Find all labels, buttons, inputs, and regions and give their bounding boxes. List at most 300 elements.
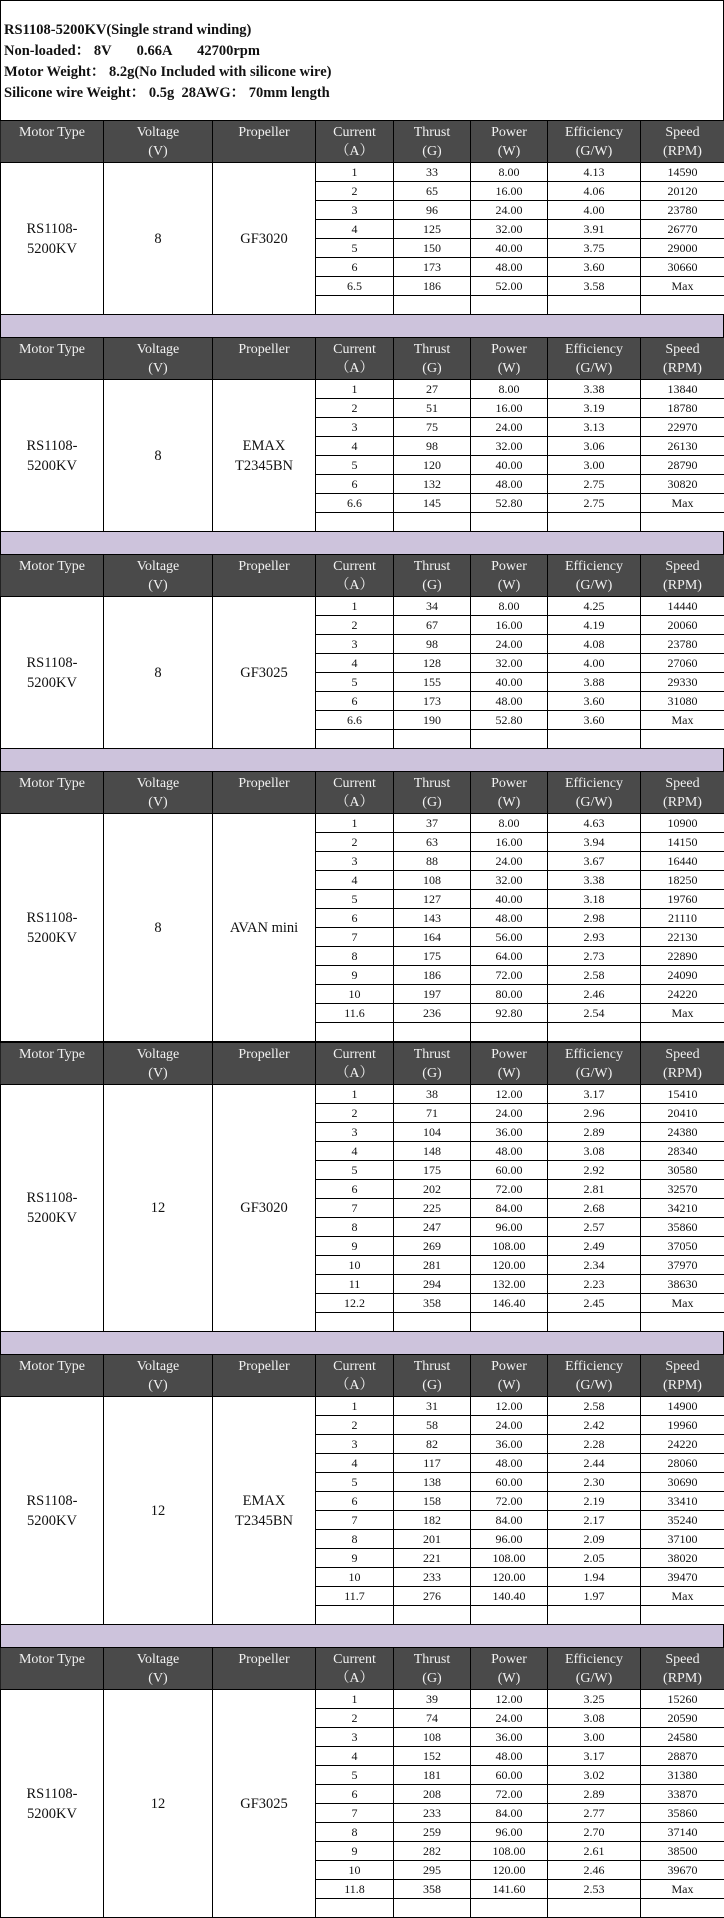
thrust-cell: 98: [394, 635, 471, 654]
thrust-cell: [394, 1606, 471, 1625]
current-cell: 11: [316, 1275, 394, 1294]
efficiency-cell: 3.25: [548, 1690, 641, 1709]
current-cell: 8: [316, 947, 394, 966]
current-cell: 4: [316, 220, 394, 239]
current-cell: 3: [316, 1123, 394, 1142]
motor-test-table: [0, 1354, 724, 1625]
header-current-line: Current: [316, 1357, 393, 1376]
propeller-line: T2345BN: [213, 456, 315, 476]
efficiency-cell: 2.92: [548, 1161, 641, 1180]
header-voltage: [104, 772, 213, 814]
power-cell: 32.00: [471, 220, 548, 239]
header-propeller: [213, 555, 316, 597]
speed-cell: 33870: [641, 1785, 724, 1804]
header-motor-type: [1, 555, 104, 597]
efficiency-cell: 3.02: [548, 1766, 641, 1785]
efficiency-cell: 2.49: [548, 1237, 641, 1256]
power-cell: 24.00: [471, 1104, 548, 1123]
current-cell: [316, 1023, 394, 1042]
current-cell: 1: [316, 1690, 394, 1709]
header-efficiency: [548, 121, 641, 163]
motor-test-table: [0, 1647, 724, 1918]
current-cell: 1: [316, 163, 394, 182]
thrust-cell: 88: [394, 852, 471, 871]
thrust-cell: 202: [394, 1180, 471, 1199]
table-header-row: [1, 121, 724, 163]
speed-cell: 31080: [641, 692, 724, 711]
motor-type-line: RS1108-: [1, 1491, 103, 1511]
speed-cell: 28870: [641, 1747, 724, 1766]
power-cell: 84.00: [471, 1804, 548, 1823]
thrust-cell: 221: [394, 1549, 471, 1568]
power-cell: 72.00: [471, 1785, 548, 1804]
header-voltage-line: (V): [104, 142, 212, 161]
motor-type-line: RS1108-: [1, 1784, 103, 1804]
efficiency-cell: [548, 1899, 641, 1918]
motor-type-cell: [1, 1397, 104, 1625]
power-cell: 8.00: [471, 597, 548, 616]
thrust-cell: 125: [394, 220, 471, 239]
thrust-cell: 281: [394, 1256, 471, 1275]
current-cell: 6: [316, 475, 394, 494]
table-header-row: [1, 555, 724, 597]
thrust-cell: 182: [394, 1511, 471, 1530]
power-cell: 120.00: [471, 1568, 548, 1587]
power-cell: 36.00: [471, 1435, 548, 1454]
speed-cell: 38630: [641, 1275, 724, 1294]
header-propeller-line: Propeller: [213, 340, 315, 359]
header-thrust-line: Thrust: [394, 1045, 470, 1064]
efficiency-cell: 2.57: [548, 1218, 641, 1237]
current-cell: [316, 1899, 394, 1918]
current-cell: [316, 1313, 394, 1332]
thrust-cell: 175: [394, 1161, 471, 1180]
power-cell: [471, 730, 548, 749]
current-cell: 3: [316, 418, 394, 437]
thrust-cell: 158: [394, 1492, 471, 1511]
efficiency-cell: 2.73: [548, 947, 641, 966]
efficiency-cell: 2.96: [548, 1104, 641, 1123]
speed-cell: 23780: [641, 201, 724, 220]
thrust-cell: 128: [394, 654, 471, 673]
header-efficiency: [548, 1648, 641, 1690]
speed-cell: [641, 1023, 724, 1042]
header-current: [316, 1355, 394, 1397]
motor-test-table: [0, 120, 724, 315]
header-efficiency-line: Efficiency: [548, 557, 640, 576]
speed-cell: 16440: [641, 852, 724, 871]
header-voltage-line: (V): [104, 793, 212, 812]
speed-cell: 14150: [641, 833, 724, 852]
efficiency-cell: 3.60: [548, 692, 641, 711]
power-cell: 60.00: [471, 1473, 548, 1492]
thrust-cell: [394, 1899, 471, 1918]
current-cell: 5: [316, 1766, 394, 1785]
speed-cell: 24090: [641, 966, 724, 985]
header-power-line: (W): [471, 1376, 547, 1395]
header-thrust: [394, 1043, 471, 1085]
current-cell: 3: [316, 852, 394, 871]
thrust-cell: 358: [394, 1294, 471, 1313]
thrust-cell: 34: [394, 597, 471, 616]
propeller-cell: [213, 163, 316, 315]
current-cell: 1: [316, 597, 394, 616]
speed-cell: [641, 1313, 724, 1332]
header-thrust-line: Thrust: [394, 1650, 470, 1669]
efficiency-cell: 2.58: [548, 966, 641, 985]
thrust-cell: 58: [394, 1416, 471, 1435]
power-cell: [471, 1023, 548, 1042]
header-voltage-line: Voltage: [104, 123, 212, 142]
header-propeller-line: Propeller: [213, 774, 315, 793]
power-cell: 52.00: [471, 277, 548, 296]
efficiency-cell: 2.54: [548, 1004, 641, 1023]
header-speed-line: Speed: [641, 340, 724, 359]
thrust-cell: 96: [394, 201, 471, 220]
thrust-cell: 150: [394, 239, 471, 258]
header-motor-type: [1, 1043, 104, 1085]
section-separator: [0, 749, 724, 771]
speed-cell: 24380: [641, 1123, 724, 1142]
speed-cell: 38020: [641, 1549, 724, 1568]
power-cell: 8.00: [471, 380, 548, 399]
header-speed: [641, 1648, 724, 1690]
efficiency-cell: 3.08: [548, 1142, 641, 1161]
current-cell: 5: [316, 1161, 394, 1180]
header-motor-type-line: Motor Type: [1, 1650, 103, 1669]
efficiency-cell: 2.70: [548, 1823, 641, 1842]
table-row: [1, 1085, 724, 1104]
efficiency-cell: 4.13: [548, 163, 641, 182]
thrust-cell: [394, 296, 471, 315]
power-cell: 48.00: [471, 475, 548, 494]
header-speed-line: (RPM): [641, 1669, 724, 1688]
efficiency-cell: 4.19: [548, 616, 641, 635]
header-efficiency-line: Efficiency: [548, 1357, 640, 1376]
efficiency-cell: 2.75: [548, 494, 641, 513]
voltage-line: 8: [104, 918, 212, 938]
motor-weight-spec: Motor Weight： 8.2g(No Included with silicone wire): [4, 62, 723, 83]
speed-cell: 39470: [641, 1568, 724, 1587]
current-cell: 11.7: [316, 1587, 394, 1606]
header-current-line: Current: [316, 774, 393, 793]
header-thrust: [394, 772, 471, 814]
header-power-line: (W): [471, 1669, 547, 1688]
header-power-line: (W): [471, 359, 547, 378]
header-propeller: [213, 1043, 316, 1085]
header-current-line: （A）: [316, 142, 393, 161]
power-cell: 96.00: [471, 1218, 548, 1237]
thrust-cell: 197: [394, 985, 471, 1004]
speed-cell: 18250: [641, 871, 724, 890]
speed-cell: 39670: [641, 1861, 724, 1880]
header-efficiency: [548, 555, 641, 597]
current-cell: 6.6: [316, 494, 394, 513]
header-motor-type: [1, 1648, 104, 1690]
efficiency-cell: 2.89: [548, 1123, 641, 1142]
thrust-cell: [394, 1313, 471, 1332]
efficiency-cell: 3.18: [548, 890, 641, 909]
speed-cell: 14440: [641, 597, 724, 616]
speed-cell: 14900: [641, 1397, 724, 1416]
power-cell: 132.00: [471, 1275, 548, 1294]
header-propeller-line: Propeller: [213, 557, 315, 576]
speed-cell: [641, 1899, 724, 1918]
header-thrust-line: (G): [394, 142, 470, 161]
section-separator: [0, 532, 724, 554]
voltage-line: 12: [104, 1198, 212, 1218]
current-cell: 2: [316, 399, 394, 418]
power-cell: 84.00: [471, 1511, 548, 1530]
header-current: [316, 1648, 394, 1690]
header-thrust-line: (G): [394, 1064, 470, 1083]
motor-test-table: [0, 554, 724, 749]
header-efficiency-line: (G/W): [548, 576, 640, 595]
power-cell: 92.80: [471, 1004, 548, 1023]
propeller-cell: [213, 1397, 316, 1625]
current-cell: 3: [316, 1728, 394, 1747]
propeller-cell: [213, 597, 316, 749]
header-thrust-line: (G): [394, 359, 470, 378]
header-voltage: [104, 121, 213, 163]
power-cell: 84.00: [471, 1199, 548, 1218]
efficiency-cell: 3.17: [548, 1747, 641, 1766]
speed-cell: Max: [641, 1880, 724, 1899]
header-motor-type: [1, 772, 104, 814]
header-efficiency-line: (G/W): [548, 1376, 640, 1395]
header-thrust-line: (G): [394, 793, 470, 812]
efficiency-cell: 4.06: [548, 182, 641, 201]
section-separator: [0, 1332, 724, 1354]
speed-cell: 26130: [641, 437, 724, 456]
current-cell: 9: [316, 1237, 394, 1256]
propeller-line: EMAX: [213, 436, 315, 456]
efficiency-cell: [548, 296, 641, 315]
thrust-cell: 155: [394, 673, 471, 692]
header-voltage-line: (V): [104, 1064, 212, 1083]
thrust-cell: 233: [394, 1568, 471, 1587]
header-thrust: [394, 1355, 471, 1397]
thrust-cell: 63: [394, 833, 471, 852]
current-cell: 7: [316, 1804, 394, 1823]
spec-intro: [0, 0, 724, 120]
header-speed-line: (RPM): [641, 793, 724, 812]
current-cell: 4: [316, 654, 394, 673]
power-cell: 24.00: [471, 201, 548, 220]
efficiency-cell: 3.60: [548, 711, 641, 730]
current-cell: 6: [316, 909, 394, 928]
table-row: [1, 1690, 724, 1709]
power-cell: 120.00: [471, 1861, 548, 1880]
speed-cell: [641, 296, 724, 315]
speed-cell: 37100: [641, 1530, 724, 1549]
header-current-line: （A）: [316, 1064, 393, 1083]
power-cell: [471, 296, 548, 315]
header-propeller-line: Propeller: [213, 1650, 315, 1669]
header-speed: [641, 772, 724, 814]
thrust-cell: 120: [394, 456, 471, 475]
efficiency-cell: 4.00: [548, 201, 641, 220]
speed-cell: 20060: [641, 616, 724, 635]
motor-type-line: 5200KV: [1, 928, 103, 948]
thrust-cell: 276: [394, 1587, 471, 1606]
efficiency-cell: 3.38: [548, 380, 641, 399]
current-cell: 9: [316, 1549, 394, 1568]
power-cell: 48.00: [471, 909, 548, 928]
speed-cell: 18780: [641, 399, 724, 418]
current-cell: 5: [316, 673, 394, 692]
header-motor-type-line: Motor Type: [1, 557, 103, 576]
efficiency-cell: 2.98: [548, 909, 641, 928]
section-separator: [0, 315, 724, 337]
efficiency-cell: 2.93: [548, 928, 641, 947]
header-thrust-line: (G): [394, 576, 470, 595]
header-voltage-line: (V): [104, 1376, 212, 1395]
current-cell: 5: [316, 890, 394, 909]
header-thrust-line: Thrust: [394, 557, 470, 576]
header-current: [316, 772, 394, 814]
thrust-cell: [394, 513, 471, 532]
speed-cell: [641, 730, 724, 749]
speed-cell: 23780: [641, 635, 724, 654]
thrust-cell: 104: [394, 1123, 471, 1142]
speed-cell: 32570: [641, 1180, 724, 1199]
power-cell: 72.00: [471, 966, 548, 985]
speed-cell: Max: [641, 494, 724, 513]
efficiency-cell: 2.75: [548, 475, 641, 494]
motor-type-line: 5200KV: [1, 1511, 103, 1531]
efficiency-cell: 2.68: [548, 1199, 641, 1218]
table-row: [1, 380, 724, 399]
header-motor-type-line: Motor Type: [1, 340, 103, 359]
power-cell: 52.80: [471, 494, 548, 513]
speed-cell: 30820: [641, 475, 724, 494]
header-voltage-line: (V): [104, 1669, 212, 1688]
current-cell: 8: [316, 1823, 394, 1842]
efficiency-cell: 3.19: [548, 399, 641, 418]
current-cell: 10: [316, 1861, 394, 1880]
header-power: [471, 772, 548, 814]
header-efficiency: [548, 772, 641, 814]
current-cell: 7: [316, 1199, 394, 1218]
thrust-cell: 108: [394, 871, 471, 890]
speed-cell: Max: [641, 1294, 724, 1313]
thrust-cell: 173: [394, 692, 471, 711]
efficiency-cell: 3.38: [548, 871, 641, 890]
speed-cell: 30660: [641, 258, 724, 277]
motor-type-cell: [1, 1690, 104, 1918]
thrust-cell: 37: [394, 814, 471, 833]
thrust-cell: [394, 730, 471, 749]
header-current-line: （A）: [316, 576, 393, 595]
header-efficiency-line: (G/W): [548, 1669, 640, 1688]
power-cell: 24.00: [471, 852, 548, 871]
header-efficiency-line: Efficiency: [548, 340, 640, 359]
table-header-row: [1, 772, 724, 814]
header-propeller: [213, 338, 316, 380]
efficiency-cell: 4.63: [548, 814, 641, 833]
header-power-line: (W): [471, 142, 547, 161]
speed-cell: Max: [641, 1587, 724, 1606]
header-speed-line: Speed: [641, 123, 724, 142]
speed-cell: 19760: [641, 890, 724, 909]
voltage-cell: [104, 814, 213, 1042]
header-speed-line: (RPM): [641, 142, 724, 161]
efficiency-cell: 2.45: [548, 1294, 641, 1313]
thrust-cell: 259: [394, 1823, 471, 1842]
power-cell: [471, 1313, 548, 1332]
thrust-cell: 175: [394, 947, 471, 966]
power-cell: 108.00: [471, 1549, 548, 1568]
header-speed: [641, 1355, 724, 1397]
propeller-line: EMAX: [213, 1491, 315, 1511]
power-cell: 56.00: [471, 928, 548, 947]
current-cell: 1: [316, 380, 394, 399]
header-power-line: Power: [471, 340, 547, 359]
header-power: [471, 555, 548, 597]
power-cell: 108.00: [471, 1237, 548, 1256]
speed-cell: 22970: [641, 418, 724, 437]
header-power-line: (W): [471, 793, 547, 812]
efficiency-cell: [548, 1606, 641, 1625]
propeller-line: GF3025: [213, 663, 315, 683]
speed-cell: 26770: [641, 220, 724, 239]
efficiency-cell: 2.30: [548, 1473, 641, 1492]
current-cell: 6: [316, 692, 394, 711]
current-cell: 4: [316, 1454, 394, 1473]
efficiency-cell: 2.23: [548, 1275, 641, 1294]
efficiency-cell: 3.60: [548, 258, 641, 277]
efficiency-cell: 4.08: [548, 635, 641, 654]
power-cell: 32.00: [471, 871, 548, 890]
motor-test-table: [0, 1042, 724, 1332]
current-cell: 9: [316, 1842, 394, 1861]
thrust-cell: 71: [394, 1104, 471, 1123]
efficiency-cell: 3.00: [548, 1728, 641, 1747]
power-cell: 36.00: [471, 1123, 548, 1142]
current-cell: 4: [316, 871, 394, 890]
thrust-cell: 358: [394, 1880, 471, 1899]
power-cell: 48.00: [471, 1454, 548, 1473]
speed-cell: 13840: [641, 380, 724, 399]
header-power-line: (W): [471, 576, 547, 595]
efficiency-cell: 3.13: [548, 418, 641, 437]
power-cell: 40.00: [471, 456, 548, 475]
header-thrust: [394, 1648, 471, 1690]
thrust-cell: 208: [394, 1785, 471, 1804]
header-power: [471, 1043, 548, 1085]
header-current-line: Current: [316, 123, 393, 142]
power-cell: 96.00: [471, 1823, 548, 1842]
power-cell: 52.80: [471, 711, 548, 730]
thrust-cell: 247: [394, 1218, 471, 1237]
power-cell: 60.00: [471, 1161, 548, 1180]
thrust-cell: 31: [394, 1397, 471, 1416]
power-cell: 108.00: [471, 1842, 548, 1861]
current-cell: 5: [316, 456, 394, 475]
table-row: [1, 597, 724, 616]
header-speed-line: (RPM): [641, 359, 724, 378]
header-propeller-line: Propeller: [213, 1357, 315, 1376]
efficiency-cell: 2.44: [548, 1454, 641, 1473]
voltage-cell: [104, 1690, 213, 1918]
current-cell: 7: [316, 1511, 394, 1530]
power-cell: 72.00: [471, 1492, 548, 1511]
header-current-line: （A）: [316, 359, 393, 378]
header-power-line: Power: [471, 774, 547, 793]
efficiency-cell: 2.46: [548, 1861, 641, 1880]
speed-cell: 20590: [641, 1709, 724, 1728]
